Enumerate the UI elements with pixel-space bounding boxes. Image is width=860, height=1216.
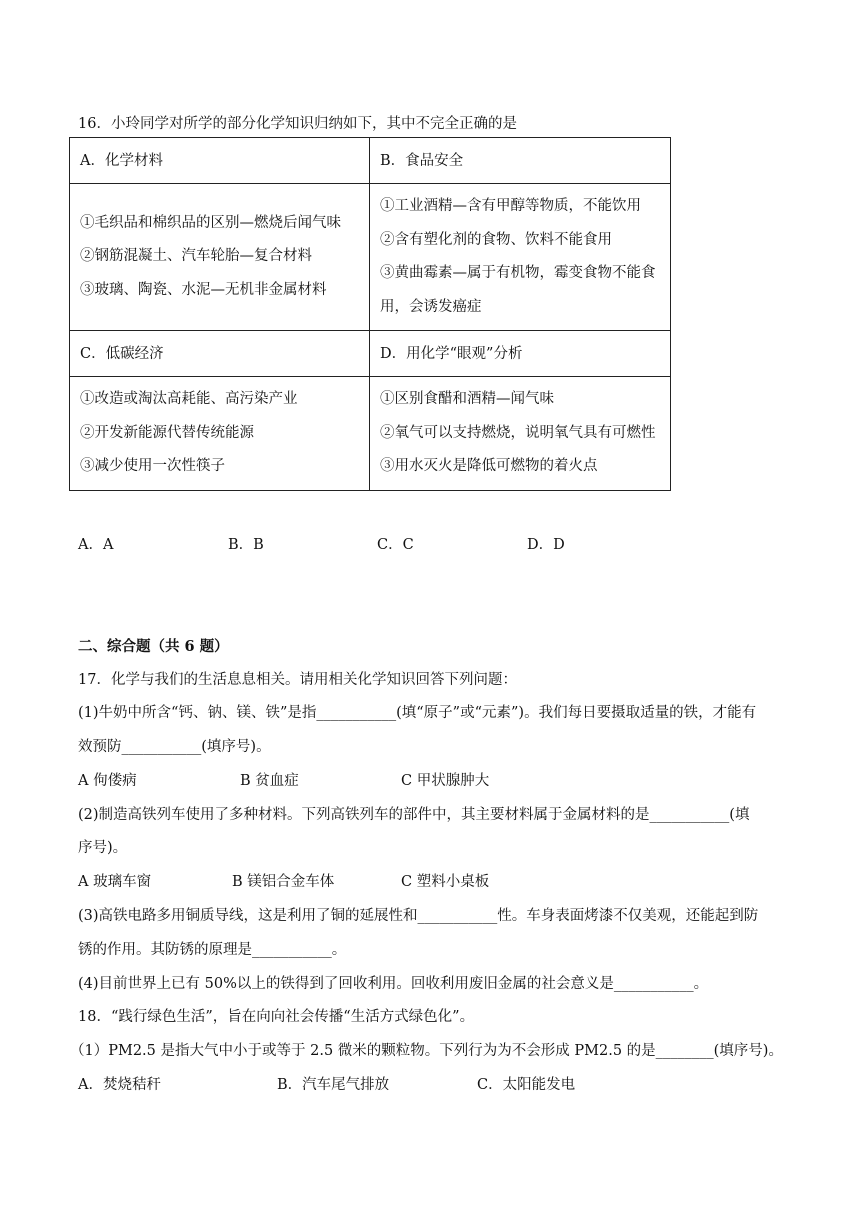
cell-b-header: B．食品安全	[370, 138, 671, 184]
q17-part4-line1: (4)目前世界上已有 50%以上的铁得到了回收利用。回收利用废旧金属的社会意义是___________。	[78, 976, 709, 992]
list-item: ①改造或淘汰高耗能、高污染产业	[80, 391, 298, 407]
list-item: ③用水灭火是降低可燃物的着火点	[380, 458, 598, 474]
option-a[interactable]: A．A	[78, 537, 114, 553]
q17-part2-line1: (2)制造高铁列车使用了多种材料。下列高铁列车的部件中，其主要材料属于金属材料的是___________(填	[78, 807, 750, 823]
q17-part1-choices	[78, 769, 678, 789]
section-title: 二、综合题（共 6 题）	[78, 638, 229, 655]
cell-a-body	[70, 184, 370, 331]
option-d[interactable]: D．D	[527, 537, 565, 553]
question-17-intro: 17．化学与我们的生活息息相关。请用相关化学知识回答下列问题：	[78, 672, 517, 688]
choice-b[interactable]: B 镁铝合金车体	[232, 874, 335, 890]
choice-a[interactable]: A 佝偻病	[78, 773, 137, 789]
list-item: ②钢筋混凝土、汽车轮胎—复合材料	[80, 248, 312, 265]
q17-part3-line2: 锈的作用。其防锈的原理是___________。	[78, 942, 347, 958]
choice-c[interactable]: C 塑料小桌板	[401, 874, 490, 890]
question-16-options	[78, 533, 778, 553]
list-item: ②开发新能源代替传统能源	[80, 424, 254, 441]
choice-b[interactable]: B 贫血症	[240, 773, 299, 789]
q17-part1-line1: (1)牛奶中所含“钙、钠、镁、铁”是指___________(填“原子”或“元素”)。我们每日要摄取适量的铁，才能有	[78, 705, 757, 721]
cell-c-body	[70, 377, 370, 491]
q18-part1-choices	[78, 1073, 678, 1093]
list-item: ②氧气可以支持燃烧，说明氧气具有可燃性	[380, 424, 656, 441]
choice-c[interactable]: C．太阳能发电	[477, 1077, 576, 1093]
list-item: 用，会诱发癌症	[380, 298, 482, 315]
knowledge-table	[69, 137, 671, 491]
choice-a[interactable]: A 玻璃车窗	[78, 874, 152, 890]
table-row	[70, 377, 671, 491]
q17-part1-line2: 效预防___________(填序号)。	[78, 739, 271, 755]
q17-part2-choices	[78, 870, 678, 890]
cell-c-header: C．低碳经济	[70, 331, 370, 377]
question-18-intro: 18．“践行绿色生活”，旨在向向社会传播“生活方式绿色化”。	[78, 1009, 475, 1025]
option-b[interactable]: B．B	[228, 537, 264, 553]
cell-b-body	[370, 184, 671, 331]
choice-c[interactable]: C 甲状腺肿大	[401, 773, 490, 789]
list-item: ①区别食醋和酒精—闻气味	[380, 391, 554, 407]
cell-a-header: A．化学材料	[70, 138, 370, 184]
cell-d-body	[370, 377, 671, 491]
list-item: ①毛织品和棉织品的区别—燃烧后闻气味	[80, 214, 341, 231]
q17-part2-line2: 序号)。	[78, 840, 128, 856]
choice-a[interactable]: A．焚烧秸秆	[78, 1077, 161, 1093]
option-c[interactable]: C．C	[377, 537, 414, 553]
table-row	[70, 184, 671, 331]
list-item: ③玻璃、陶瓷、水泥—无机非金属材料	[80, 281, 327, 298]
list-item: ③黄曲霉素—属于有机物，霉变食物不能食	[380, 265, 656, 281]
q17-part3-line1: (3)高铁电路多用铜质导线，这是利用了铜的延展性和___________性。车身表面烤漆不仅美观，还能起到防	[78, 908, 759, 924]
question-16-title: 16．小玲同学对所学的部分化学知识归纳如下，其中不完全正确的是	[78, 116, 517, 132]
list-item: ②含有塑化剂的食物、饮料不能食用	[380, 231, 612, 248]
list-item: ①工业酒精—含有甲醇等物质，不能饮用	[380, 198, 641, 214]
q18-part1-line1: （1）PM2.5 是指大气中小于或等于 2.5 微米的颗粒物。下列行为为不会形成 PM2.5 的是________(填序号)。	[70, 1043, 783, 1059]
cell-d-header: D．用化学“眼观”分析	[370, 331, 671, 377]
list-item: ③减少使用一次性筷子	[80, 458, 225, 474]
table-row	[70, 331, 671, 377]
table-row	[70, 138, 671, 184]
choice-b[interactable]: B．汽车尾气排放	[277, 1077, 390, 1093]
